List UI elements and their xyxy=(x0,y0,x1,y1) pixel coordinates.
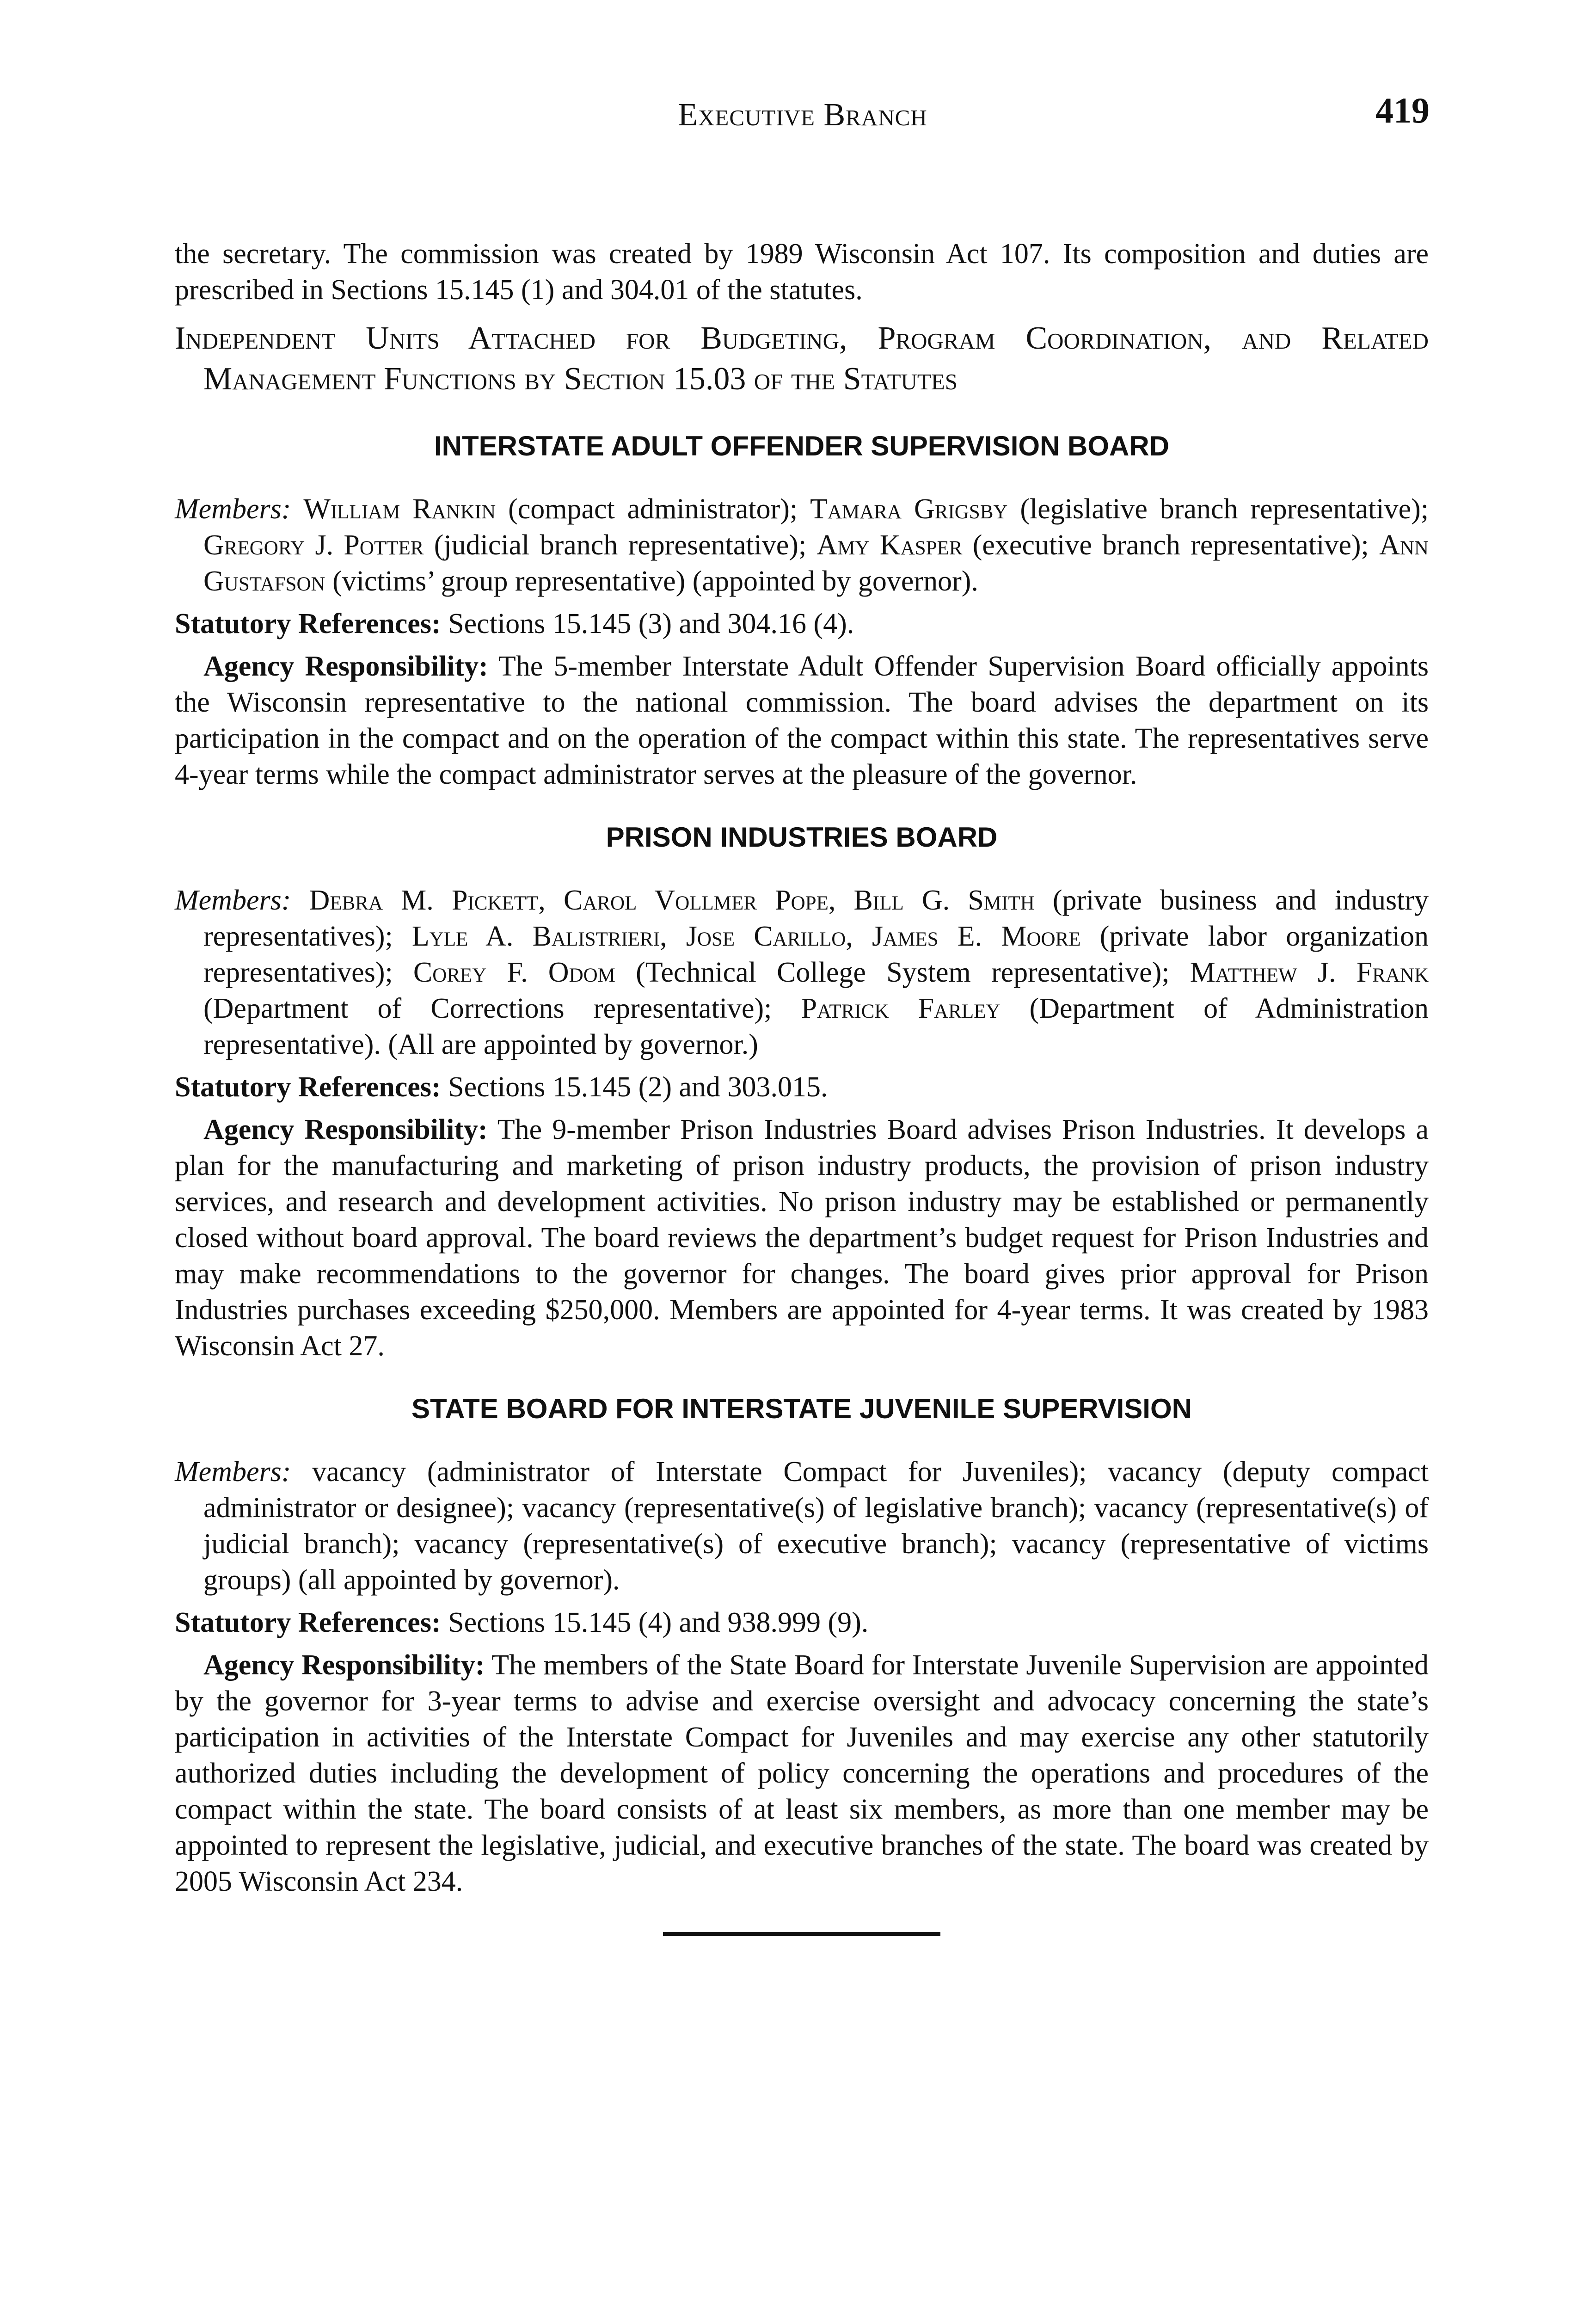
statutory-text: Sections 15.145 (4) and 938.999 (9). xyxy=(448,1607,869,1638)
responsibility-label: Agency Responsibility: xyxy=(203,651,488,682)
members-label: Members: xyxy=(175,885,291,916)
member-name: Matthew J. Frank xyxy=(1190,957,1429,988)
statutory-label: Statutory References: xyxy=(175,1607,441,1638)
page-body xyxy=(175,236,1429,1936)
member-name: Patrick Farley xyxy=(801,993,1001,1024)
members-text: vacancy (administrator of Interstate Compact for Juveniles); vacancy (deputy compact administrator or designee); vacancy (representative(s) of legislative branch); vacancy (representative(s) of judicial branch); vacancy (representative(s) of executive branch); vacancy (representative of victims groups) (all appointed by governor). xyxy=(203,1456,1429,1596)
board-title: STATE BOARD FOR INTERSTATE JUVENILE SUPERVISION xyxy=(411,1393,1192,1424)
statutory-label: Statutory References: xyxy=(175,608,441,639)
responsibility-text: The members of the State Board for Interstate Juvenile Supervision are appointed by the governor for 3-year terms to advise and exercise oversight and advocacy concerning the state’s participation in activities of the Interstate Compact for Juveniles and may exercise any other statutorily authorized duties including the development of policy concerning the operations and procedures of the compact within the state. The board consists of at least six members, as more than one member may be appointed to represent the legislative, judicial, and executive branches of the state. The board was created by 2005 Wisconsin Act 234. xyxy=(175,1649,1429,1897)
member-name: Carol Vollmer Pope xyxy=(563,885,829,916)
members-paragraph xyxy=(175,1454,1429,1598)
member-role: (Department of Administration representative). (All are appointed by governor.) xyxy=(203,993,1429,1060)
page-header xyxy=(176,92,1430,143)
member-name: William Rankin xyxy=(303,493,496,525)
member-role: (private business and industry representatives); xyxy=(203,885,1429,952)
member-role: , xyxy=(660,921,686,952)
statutory-label: Statutory References: xyxy=(175,1071,441,1103)
responsibility-text: The 5-member Interstate Adult Offender Supervision Board officially appoints the Wisconsin representative to the national commission. The board advises the department on its participation in the compact and on the operation of the compact within this state. The representatives serve 4-year terms while the compact administrator serves at the pleasure of the governor. xyxy=(175,651,1429,790)
member-role: (executive branch representative); xyxy=(962,529,1380,561)
member-role: , xyxy=(846,921,872,952)
end-rule xyxy=(663,1932,940,1936)
responsibility-label: Agency Responsibility: xyxy=(203,1649,485,1681)
members-paragraph xyxy=(175,882,1429,1063)
statutory-references xyxy=(175,1605,1429,1641)
member-role: , xyxy=(538,885,564,916)
page-number: 419 xyxy=(1375,90,1430,130)
member-role: (legislative branch representative); xyxy=(1007,493,1429,525)
member-name: Debra M. Pickett xyxy=(309,885,539,916)
member-role: (Technical College System representative); xyxy=(615,957,1190,988)
agency-responsibility xyxy=(175,1112,1429,1364)
member-role: (judicial branch representative); xyxy=(424,529,817,561)
statutory-references xyxy=(175,1069,1429,1105)
statutory-text: Sections 15.145 (2) and 303.015. xyxy=(448,1071,828,1103)
members-label: Members: xyxy=(175,493,291,525)
member-role: (private labor organization representatives); xyxy=(203,921,1429,988)
section-heading: Independent Units Attached for Budgeting, Program Coordination, and Related Management Functions by Section 15.03 of the Statutes xyxy=(175,320,1429,397)
member-name: James E. Moore xyxy=(872,921,1081,952)
statutory-references xyxy=(175,606,1429,642)
board-interstate-adult-offender xyxy=(175,428,1429,793)
statutory-text: Sections 15.145 (3) and 304.16 (4). xyxy=(448,608,854,639)
member-role: (compact administrator); xyxy=(496,493,810,525)
board-title: PRISON INDUSTRIES BOARD xyxy=(606,822,998,853)
member-name: Gregory J. Potter xyxy=(203,529,424,561)
member-name: Amy Kasper xyxy=(816,529,963,561)
member-role: (Department of Corrections representative); xyxy=(203,993,801,1024)
member-role: , xyxy=(828,885,854,916)
members-paragraph xyxy=(175,491,1429,599)
responsibility-label: Agency Responsibility: xyxy=(203,1114,488,1145)
member-name: Ann Gustafson xyxy=(203,529,1429,597)
members-label: Members: xyxy=(175,1456,291,1488)
member-name: Bill G. Smith xyxy=(853,885,1035,916)
board-title: INTERSTATE ADULT OFFENDER SUPERVISION BOARD xyxy=(434,430,1170,461)
agency-responsibility xyxy=(175,1647,1429,1900)
member-name: Corey F. Odom xyxy=(413,957,615,988)
member-name: Jose Carillo xyxy=(686,921,846,952)
member-role: (victims’ group representative) (appointed by governor). xyxy=(325,566,978,597)
board-prison-industries xyxy=(175,819,1429,1364)
member-name: Lyle A. Balistrieri xyxy=(411,921,660,952)
running-head: Executive Branch xyxy=(678,97,927,133)
board-interstate-juvenile xyxy=(175,1391,1429,1900)
agency-responsibility xyxy=(175,648,1429,793)
member-name: Tamara Grigsby xyxy=(810,493,1008,525)
responsibility-text: The 9-member Prison Industries Board advises Prison Industries. It develops a plan for the manufacturing and marketing of prison industry products, the provision of prison industry services, and research and development activities. No prison industry may be established or permanently closed without board approval. The board reviews the department’s budget request for Prison Industries and may make recommendations to the governor for changes. The board gives prior approval for Prison Industries purchases exceeding $250,000. Members are appointed for 4-year terms. It was created by 1983 Wisconsin Act 27. xyxy=(175,1114,1429,1362)
intro-paragraph: the secretary. The commission was created by 1989 Wisconsin Act 107. Its composition and duties are prescribed in Sections 15.145 (1) and 304.01 of the statutes. xyxy=(175,238,1429,306)
